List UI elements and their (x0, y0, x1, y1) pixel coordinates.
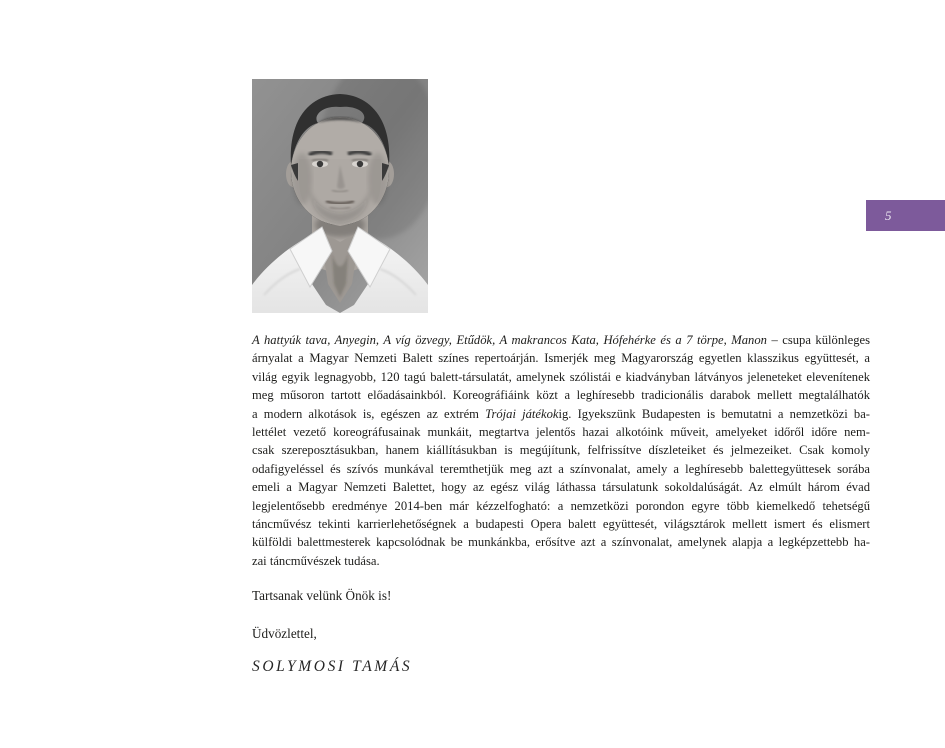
ballet-title-text: A hattyúk tava, Anyegin, A víg özvegy, Etűdök, A makrancos Kata, Hófehérke és a 7 törpe, Manon (252, 333, 767, 347)
body-text-segment: zai táncművészek tudása. (252, 553, 380, 568)
body-text-segment: ig. Igyekszünk Budapesten is bemutatni a nemzetközi ba- (558, 406, 870, 421)
body-text-line (252, 441, 870, 459)
body-text-segment: külföldi balettmesterek kapcsolódnak be munkánkba, erősítve azt a színvonalat, amelynek alapja a legképzettebb ha- (252, 535, 870, 550)
body-text-line (252, 331, 870, 349)
body-text-line (252, 368, 870, 386)
page-number: 5 (885, 207, 892, 223)
body-text-line (252, 460, 870, 478)
body-text-line (252, 405, 870, 423)
body-text-segment: lettélet vezető koreográfusainak munkáit, megtartva jelentős hazai alkotóink műveit, amelyeket időről időre nem- (252, 424, 870, 439)
salutation-line: Üdvözlettel, (252, 626, 317, 641)
body-text-segment: árnyalat a Magyar Nemzeti Balett színes repertoárján. Ismerjék meg Magyarország egyetlen klasszikus együttesét, a (252, 351, 870, 366)
body-text-segment: odafigyeléssel és szívós munkával teremthetjük meg azt a színvonalat, amely a leghíresebb balettegyüttesek sorába (252, 461, 870, 476)
signature-name: SOLYMOSI TAMÁS (252, 658, 413, 675)
body-text-line (252, 386, 870, 404)
letter-paragraph (252, 331, 870, 570)
body-text-line (252, 478, 870, 496)
body-text-segment: legjelentősebb eredménye 2014-ben már kézzelfogható: a nemzetközi porondon egyre több kiemelkedő tehetségű (252, 498, 870, 513)
invitation-line: Tartsanak velünk Önök is! (252, 588, 392, 603)
page-number-tab (866, 200, 945, 231)
portrait-photo-image (252, 79, 428, 313)
portrait-photo (252, 79, 428, 313)
body-text-segment: a modern alkotások is, egészen az extrém (252, 406, 486, 421)
body-text-line (252, 349, 870, 367)
body-text-line (252, 515, 870, 533)
body-text-segment: csak szereposztásukban, hanem kiállításukban is megújítunk, felfrissítve díszleteiket és jelmezeiket. Csak komoly (252, 443, 870, 458)
body-text-segment: világ egyik legnagyobb, 120 tagú balett-társulatát, amelynek szólistái e kiadványban látványos jeleneteket elevenítenek (252, 369, 870, 384)
body-text-segment: táncművész tekinti karrierlehetőségnek a budapesti Opera balett együttesét, világsztárok mellett ismert és elismert (252, 516, 870, 531)
ballet-title-text: Trójai játékok (485, 406, 559, 421)
body-text-segment: emeli a Magyar Nemzeti Balettet, hogy az egész világ láthassa társulatunk sokoldalúságát. Az elmúlt három évad (252, 480, 870, 495)
body-text-line (252, 423, 870, 441)
body-text-segment: meg műsoron tartott előadásainkból. Koreográfiáink közt a leghíresebb tradicionális darabok mellett megtalálhatók (252, 388, 870, 403)
body-text-line (252, 533, 870, 551)
body-text-line (252, 552, 870, 570)
body-text-line (252, 497, 870, 515)
body-text-segment: – csupa különleges (766, 333, 870, 347)
